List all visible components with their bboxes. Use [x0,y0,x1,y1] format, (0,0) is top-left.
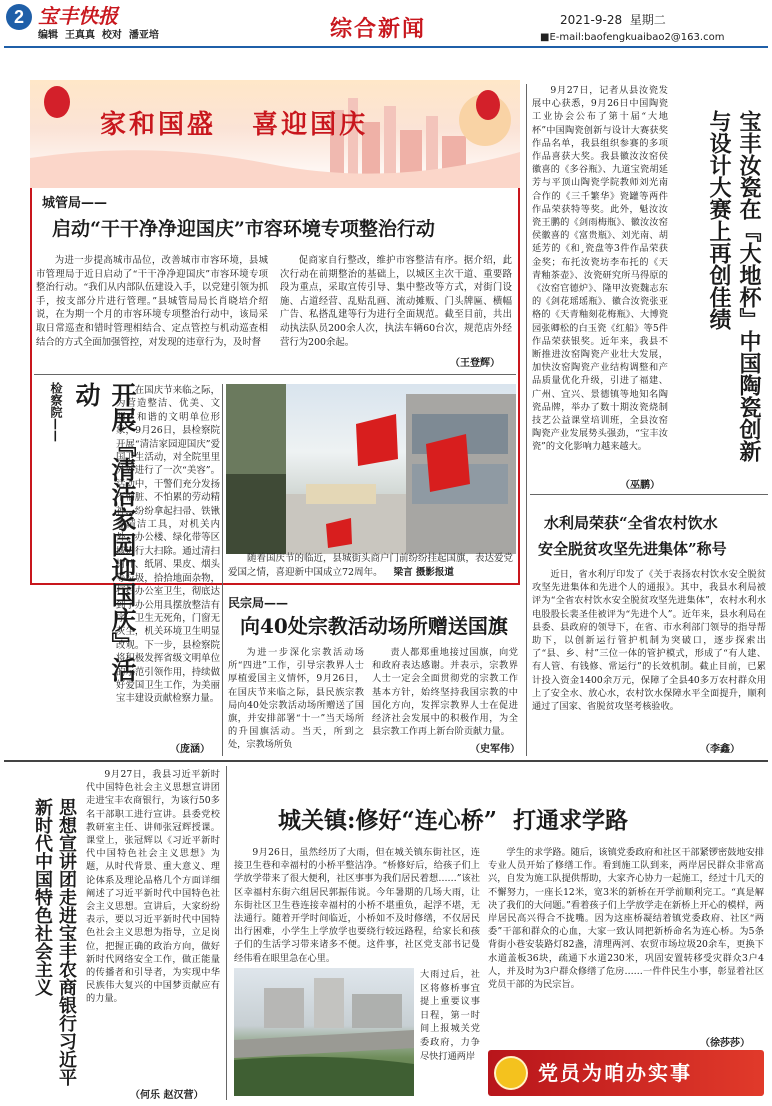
divider [526,84,527,756]
page-number-badge [6,4,32,30]
lantern-right-icon [476,90,500,120]
water-headline-2: 安全脱贫攻坚先进集体”称号 [538,540,727,558]
section-divider [4,760,768,762]
street-flag-photo [226,384,516,554]
banner-slogan: 家和国盛 喜迎国庆 [100,110,369,140]
water-headline-1: 水利局荣获“全省农村饮水 [544,514,718,532]
story1-column-2: 促商家自行整改，维护市容整洁有序。据介绍，此次行动在前期整治的基础上，以城区主次干道、重要路段为重点，采取宣传引导、集中整改等方式，对街门设施、占道经营、乱贴乱画、流动摊贩、门头牌匾、横幅广告、私搭乱建等行为进行全面规范。截至目前，共出动执法队员200余人次，执法车辆60台次，规范店外经营行为200余起。 [280,255,512,348]
party-label: 党员为咱办实事 [538,1061,692,1085]
email-line: ■E-mail:baofengkuaibao2@163.com [540,32,725,43]
editor-line: 编辑 王真真 校对 潘亚培 [38,30,159,41]
procuratorate-credit: （庞涵） [170,744,210,755]
water-credit: （李鑫） [700,744,740,755]
religion-column-2: 责人都郑重地接过国旗，向党和政府表达感谢。并表示，宗教界人士一定会全面贯彻党的宗教工作基本方针，始终坚持我国宗教的中国化方向，发挥宗教界人士在促进经济社会发展中的积极作用，为全县宗教工作再上新台阶贡献力量。 [372,647,518,738]
bridge-credit: （徐莎莎） [700,1038,750,1049]
holiday-banner [30,80,520,188]
bridge-illustration [234,968,414,1096]
lantern-left-icon [44,86,70,118]
photo-illustration [226,384,516,554]
party-ribbon [488,1050,764,1096]
story1-kicker: 城管局—— [42,196,108,211]
religion-column-1: 为进一步深化宗教活动场所“四进”工作，引导宗教界人士厚植爱国主义情怀，9月26日，在国庆节来临之际，县民族宗教局向40处宗教活动场所赠送了国旗，并安排部署“十一”当天场所的升国旗活动。当天，所到之处，宗教场所负 [228,647,364,751]
page-number: 2 [13,7,24,27]
procuratorate-kicker: 检察院—— [49,382,63,442]
story1-credit: （王登辉） [450,358,500,369]
porcelain-credit: （巫鹏） [620,480,660,491]
bridge-column-3: 学生的求学路。随后，该镇党委政府和社区干部紧锣密鼓地安排专业人员开始了修缮工作。看到施工队到来，两岸居民群众非常高兴，自发为施工队提供帮助，大家齐心协力一起施工，经过十几天的不懈努力，一座长12米，宽3米的新桥在开学前顺利完工。“真是解决了我们的大问题。”看着孩子们上学放学走在新桥上开心的模样，两岸居民高兴得合不拢嘴。因为这座桥凝结着镇党委政府、社区“两委”干部和群众的心血，大家一致认同把新桥命名为连心桥。为5条背街小巷安装路灯82盏，清理两河、农贸市场垃圾20余车，更换下水道盖板36块，疏通下水道230米，巩固安置转移受灾群众3户4人，并及时为3户群众修缮了危房……一件件民生小事，彰显着社区党员干部的为民宗旨。 [488,847,764,991]
story1-column-1: 为进一步提高城市品位，改善城市市容环境，县城市管理局于近日启动了“干干净净迎国庆”市容环境专项整治行动。“我们从内部队伍建设入手，以党建引领为抓手，按支部分片进行管理。”县城管局局长肖晓培介绍说，在为期一个月的市容环境专项整治行动中，该局采取日常巡查和错时管理相结合、定点管控与机动巡查相结合的方式全面加强管控，对发现的违章行为，及时督 [36,255,268,348]
bridge-photo [234,968,414,1096]
bank-credit: （何乐 赵汉营） [130,1090,204,1101]
divider [34,374,516,375]
porcelain-headline: 宝丰汝瓷在『大地杯』中国陶瓷创新与设计大赛上再创佳绩 [706,110,762,462]
photo-caption-text: 随着国庆节的临近，县城街头商户门前纷纷挂起国旗，表达爱党爱国之情，喜迎新中国成立72周年。 [228,553,514,578]
porcelain-body: 9月27日，记者从县汝瓷发展中心获悉，9月26日中国陶瓷工业协会公布了第十届“大地杯”中国陶瓷创新与设计大赛获奖作品名单，我县组织参赛的多项作品喜获大奖。我县徽汝汝窑侯徽喜的《多谷瓶》、九道宝瓷胡延芳与平顶山陶瓷学院教师刘光南合作的《三千繁华》瓷罐等两件作品荣获特等奖。此外，魁汝汝瓷王鹏的《剑雨梅瓶》、徽汝汝窑侯徽喜的《富贵瓶》、刘光南、胡延芳的《和¸瓷盘等3件作品荣获金奖；布托汝瓷坊李布托的《天青釉茶壶》、汝瓷研究所马得原的《汝窑官德炉》、隆甲汝瓷魏志东的《剑花瑶瑶瓶》、徽合汝瓷张亚格的《天青釉刻花梅瓶》、大博瓷园张卿松的白玉瓷《红船》等5件作品荣获银奖。近年来，我县不断推进汝窑陶瓷产业壮大发展，加快汝窑陶瓷产业结构调整和产品质量优化升级，引进了福建、广州、宜兴、景德镇等地知名陶瓷品牌，举办了数十期汝瓷烧制技艺公益课堂培训班，全县汝窑陶瓷产业发展势头强劲，“宝丰汝瓷”的文化影响力越来越大。 [532,85,668,453]
bank-body: 9月27日，我县习近平新时代中国特色社会主义思想宣讲团走进宝丰农商银行，为该行50多名干部职工进行宣讲。县委党校教研室主任、讲师张冠辉授课。课堂上，张冠辉以《习近平新时代中国特色社会主义思想》为题，从时代背景、重大意义、理论体系及理论品格几个方面详细阐述了习近平新时代中国特色社会主义思想。宣讲后，大家纷纷表示，要以习近平新时代中国特色社会主义思想为指导，立足岗位，把握正确的政治方向，做好新时代网络安全工作，做正能量的传播者和引导者，为实现中华民族伟大复兴的中国梦贡献应有的力量。 [86,769,220,1005]
bridge-column-1: 9月26日，虽然经历了大雨，但在城关镇东街社区，连接卫生巷和幸福村的小桥平整洁净。“桥修好后，给孩子们上学放学带来了很大便利，社区事事为我们居民着想……”该社区幸福村东街六组居民郭振伟说。今年暑期的几场大雨，让东街社区卫生巷连接幸福村的小桥不堪重负，起浮不堪，无法通行。随着开学时间临近，小桥如不及时修缮，不仅居民出行困难，小学生上学放学也要绕行较远路程，给家长和孩子们的生活学习带来诸多不便。这件事，社区党支部书记曼经伟看在眼里急在心里。 [234,847,480,964]
procuratorate-body: 在国庆节来临之际，为营造整洁、优美、文明、和谐的文明单位形象，9月26日，县检察院开展“清洁家园迎国庆”爱国卫生活动，对全院里里外外进行了一次“美容”。活动中，干警们充分发扬不怕脏、不怕累的劳动精神，纷纷拿起扫帚、铁锹等清洁工具，对机关内外、办公楼、绿化带等区域进行大扫除。通过清扫树叶、纸屑、果皮、烟头等垃圾，拾拾地面杂物，打扫办公室卫生，彻底达到了办公用具摆放整洁有序，卫生无死角，门窗无灰尘，机关环境卫生明显改观。下一步，县检察院将积极发挥省级文明单位的示范引领作用，持续做好爱国卫生工作，为美丽宝丰建设贡献检察力量。 [116,385,220,705]
divider [226,766,227,1100]
religion-headline: 向40处宗教活动场所赠送国旗 [240,614,508,638]
section-title: 综合新闻 [330,17,427,42]
masthead-paper-name: 宝丰快报 [38,4,118,28]
religion-credit: （史军伟） [470,744,520,755]
bank-headline: 思想宣讲团走进宝丰农商银行习近平新时代中国特色社会主义 [32,798,77,1086]
religion-kicker: 民宗局—— [228,596,289,610]
date-line: 2021-9-28 星期二 [560,13,666,27]
bridge-column-2: 大雨过后，社区将修桥事宜提上重要议事日程，第一时间上报城关党委政府，力争尽快打通两岸 [420,969,480,1062]
water-body: 近日，省水利厅印发了《关于表扬农村饮水安全脱贫攻坚先进集体和先进个人的通报》。其中，我县水利局被评为“全省农村饮水安全脱贫攻坚先进集体”，农村水利水电股股长裴圣佳被评为“先进个人”。近年来，县水利局在县委、县政府的领导下，在省、市水利部门领导的指导帮助下，以创新运行管护机制为突破口，逐步探索出了“县、乡、村”三位一体的管护模式，形成了“有人建、有人管、有钱修、常运行”的长效机制。截止目前，已累计投入资金1400余万元，保障了全县40多万农村群众用上了安全水、放心水，农村饮水保障水平全面提升，顺利通过了国家、省脱贫攻坚考核验收。 [532,569,766,713]
party-emblem-icon [494,1056,528,1090]
header-rule [4,46,768,48]
procuratorate-headline: 开展『清洁家园迎国庆』活动 [72,382,137,682]
photo-caption [228,552,516,580]
photo-credit: 梁言 摄影报道 [393,567,454,578]
divider [222,384,223,756]
divider [530,494,768,495]
bridge-headline: 城关镇:修好“连心桥” 打通求学路 [278,807,628,834]
story1-headline: 启动“干干净净迎国庆”市容环境专项整治行动 [52,218,435,240]
